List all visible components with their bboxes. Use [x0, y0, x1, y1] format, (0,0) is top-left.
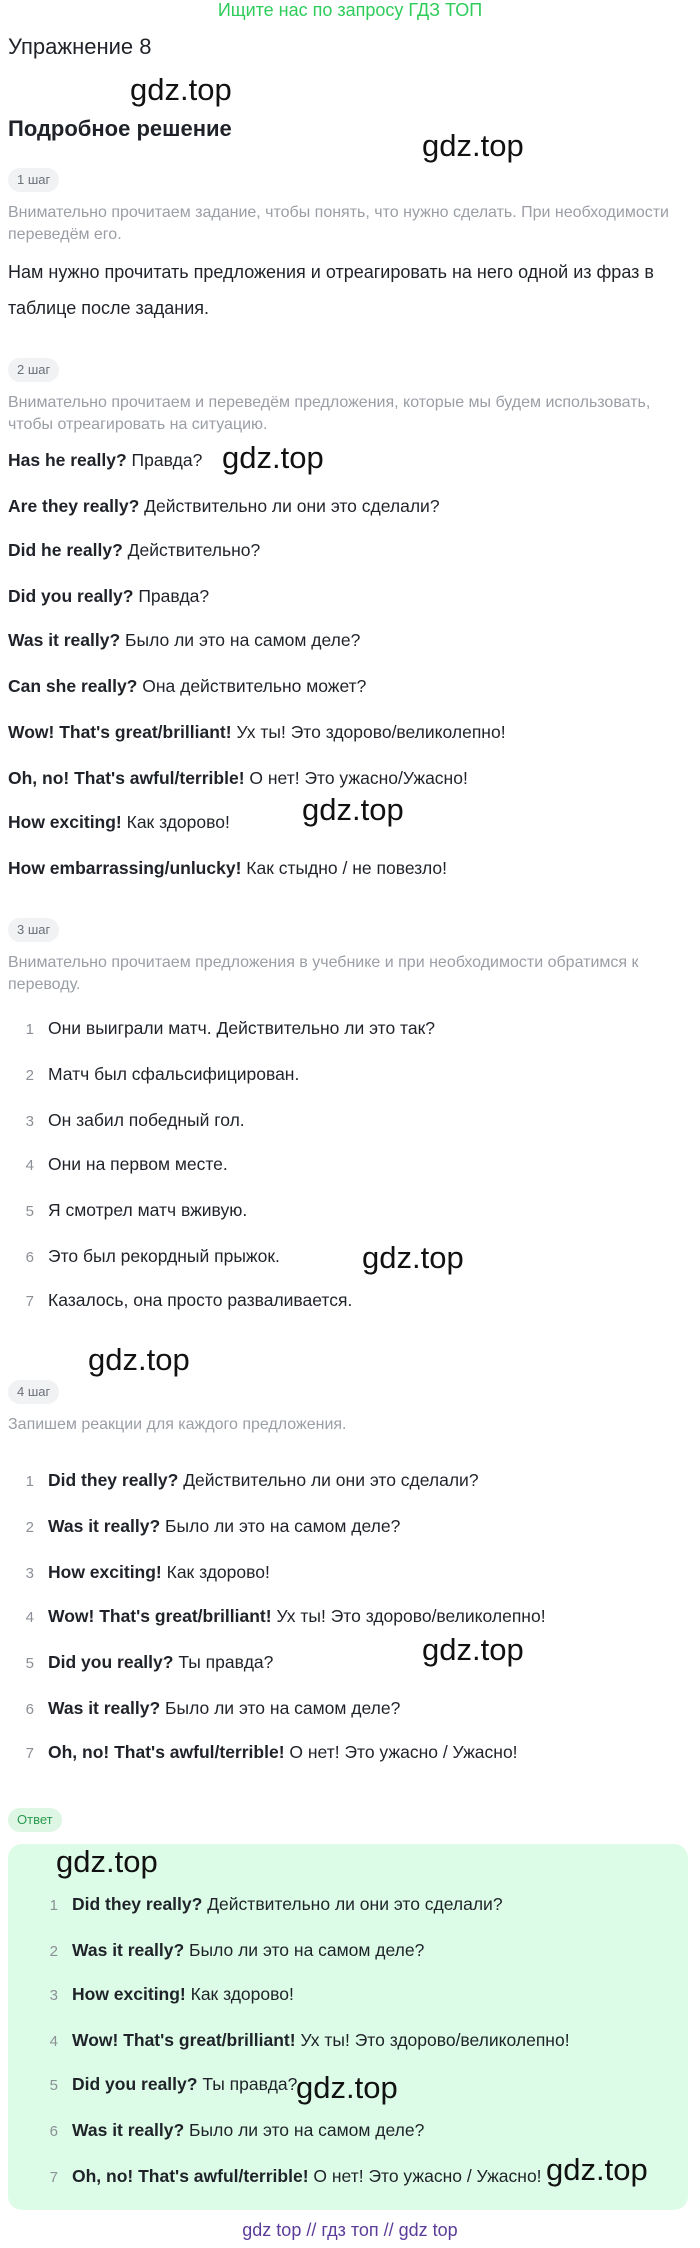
step-badge: 1 шаг [8, 168, 59, 192]
reaction-en: Wow! That's great/brilliant! [48, 1606, 272, 1626]
phrase-row [8, 766, 468, 790]
reaction-ru: Ты правда? [173, 1652, 274, 1672]
item-number: 6 [25, 1701, 34, 1718]
item-number: 6 [49, 2123, 58, 2140]
page-title: Упражнение 8 [8, 34, 152, 59]
item-text [72, 1940, 424, 1960]
watermark: gdz.top [362, 1240, 464, 1275]
reaction-ru: Ты правда? [197, 2074, 298, 2094]
item-text: Я смотрел матч вживую. [48, 1200, 248, 1220]
list-item [14, 1108, 245, 1134]
list-item [38, 1892, 503, 1918]
item-number: 7 [49, 2169, 58, 2186]
item-text [48, 1698, 400, 1718]
list-item [14, 1152, 228, 1178]
list-item [38, 2118, 424, 2144]
reaction-en: How exciting! [48, 1562, 162, 1582]
phrase-en: Did you really? [8, 586, 134, 606]
item-number: 5 [25, 1655, 34, 1672]
reaction-en: Was it really? [48, 1698, 161, 1718]
list-item [14, 1604, 546, 1630]
item-text: Казалось, она просто разваливается. [48, 1290, 353, 1310]
list-item [38, 1938, 424, 1964]
item-text [72, 1984, 294, 2004]
step-note: Внимательно прочитаем предложения в учебнике и при необходимости обратимся к переводу. [8, 954, 639, 993]
step-badge: 2 шаг [8, 358, 59, 382]
reaction-en: Was it really? [72, 1940, 185, 1960]
phrase-row [8, 628, 360, 652]
list-item [14, 1560, 270, 1586]
phrase-en: Wow! That's great/brilliant! [8, 722, 232, 742]
item-text: Это был рекордный прыжок. [48, 1246, 280, 1266]
watermark: gdz.top [222, 440, 324, 475]
phrase-ru: Как стыдно / не повезло! [241, 858, 447, 878]
reaction-en: Was it really? [48, 1516, 161, 1536]
item-text [72, 2030, 570, 2050]
reaction-ru: Как здорово! [161, 1562, 270, 1582]
phrase-ru: Действительно? [122, 540, 261, 560]
step-note: Внимательно прочитаем задание, чтобы понять, что нужно сделать. При необходимости переведём его. [8, 204, 669, 243]
item-number: 7 [25, 1745, 34, 1762]
step-note: Внимательно прочитаем и переведём предложения, которые мы будем использовать, чтобы отреагировать на ситуацию. [8, 394, 651, 433]
list-item [14, 1016, 435, 1042]
phrase-en: Can she really? [8, 676, 138, 696]
phrase-ru: Она действительно может? [137, 676, 367, 696]
reaction-ru: Действительно ли они это сделали? [178, 1470, 479, 1490]
reaction-en: How exciting! [72, 1984, 186, 2004]
reaction-en: Did you really? [48, 1652, 174, 1672]
phrase-en: How embarrassing/unlucky! [8, 858, 242, 878]
item-number: 2 [49, 1943, 58, 1960]
item-number: 4 [25, 1157, 34, 1174]
top-banner-link[interactable]: Ищите нас по запросу ГДЗ ТОП [217, 0, 483, 20]
phrase-ru: Было ли это на самом деле? [120, 630, 361, 650]
reaction-ru: Ух ты! Это здорово/великолепно! [295, 2030, 570, 2050]
reaction-en: Was it really? [72, 2120, 185, 2140]
item-text [48, 1742, 518, 1762]
watermark: gdz.top [56, 1844, 158, 1879]
list-item [38, 1982, 294, 2008]
reaction-ru: О нет! Это ужасно / Ужасно! [284, 1742, 518, 1762]
phrase-en: Was it really? [8, 630, 121, 650]
reaction-ru: Было ли это на самом деле? [160, 1698, 401, 1718]
reaction-ru: Ух ты! Это здорово/великолепно! [271, 1606, 546, 1626]
item-number: 2 [25, 1519, 34, 1536]
item-number: 1 [25, 1473, 34, 1490]
item-number: 4 [49, 2033, 58, 2050]
reaction-ru: Было ли это на самом деле? [184, 1940, 425, 1960]
watermark: gdz.top [422, 128, 524, 163]
list-item [14, 1468, 479, 1494]
phrase-row [8, 674, 366, 698]
item-text: Матч был сфальсифицирован. [48, 1064, 300, 1084]
phrase-row [8, 856, 447, 880]
reaction-ru: Было ли это на самом деле? [160, 1516, 401, 1536]
item-text [72, 2166, 542, 2186]
phrase-row [8, 720, 506, 744]
reaction-en: Did they really? [48, 1470, 179, 1490]
phrase-en: How exciting! [8, 812, 122, 832]
item-text [48, 1516, 400, 1536]
watermark: gdz.top [302, 792, 404, 827]
reaction-ru: О нет! Это ужасно / Ужасно! [308, 2166, 542, 2186]
item-number: 3 [25, 1113, 34, 1130]
step-text: Нам нужно прочитать предложения и отреагировать на него одной из фраз в таблице после задания. [8, 262, 654, 318]
item-number: 7 [25, 1293, 34, 1310]
watermark: gdz.top [296, 2070, 398, 2105]
item-text [48, 1562, 270, 1582]
phrase-en: Oh, no! That's awful/terrible! [8, 768, 245, 788]
item-number: 3 [25, 1565, 34, 1582]
list-item [14, 1062, 299, 1088]
item-number: 5 [49, 2077, 58, 2094]
list-item [38, 2028, 570, 2054]
reaction-en: Oh, no! That's awful/terrible! [48, 1742, 285, 1762]
step-badge: 4 шаг [8, 1380, 59, 1404]
reaction-en: Wow! That's great/brilliant! [72, 2030, 296, 2050]
item-text: Он забил победный гол. [48, 1110, 245, 1130]
phrase-en: Has he really? [8, 450, 127, 470]
reaction-en: Oh, no! That's awful/terrible! [72, 2166, 309, 2186]
reaction-en: Did they really? [72, 1894, 203, 1914]
phrase-ru: Действительно ли они это сделали? [139, 496, 440, 516]
item-number: 1 [49, 1897, 58, 1914]
list-item [14, 1650, 273, 1676]
answer-badge: Ответ [8, 1808, 62, 1832]
list-item [14, 1288, 352, 1314]
list-item [14, 1696, 400, 1722]
phrase-en: Did he really? [8, 540, 123, 560]
solution-heading: Подробное решение [8, 116, 232, 141]
list-item [38, 2164, 542, 2190]
reaction-en: Did you really? [72, 2074, 198, 2094]
item-text: Они на первом месте. [48, 1154, 228, 1174]
phrase-row [8, 810, 230, 834]
item-number: 2 [25, 1067, 34, 1084]
phrase-row [8, 584, 209, 608]
phrase-row [8, 538, 260, 562]
phrase-ru: Правда? [126, 450, 203, 470]
phrase-row [8, 494, 440, 518]
phrase-ru: Как здорово! [121, 812, 230, 832]
phrase-ru: Ух ты! Это здорово/великолепно! [231, 722, 506, 742]
footer-links[interactable]: gdz top // гдз топ // gdz top [242, 2220, 458, 2240]
item-text: Они выиграли матч. Действительно ли это так? [48, 1018, 435, 1038]
reaction-ru: Как здорово! [185, 1984, 294, 2004]
list-item [14, 1244, 280, 1270]
item-text [72, 1894, 503, 1914]
phrase-ru: О нет! Это ужасно/Ужасно! [244, 768, 468, 788]
item-number: 1 [25, 1021, 34, 1038]
item-text [72, 2074, 297, 2094]
item-text [48, 1606, 546, 1626]
phrase-ru: Правда? [133, 586, 210, 606]
step-badge: 3 шаг [8, 918, 59, 942]
phrase-en: Are they really? [8, 496, 140, 516]
item-text [72, 2120, 424, 2140]
list-item [14, 1198, 247, 1224]
list-item [14, 1514, 400, 1540]
watermark: gdz.top [422, 1632, 524, 1667]
list-item [38, 2072, 297, 2098]
list-item [14, 1740, 518, 1766]
item-text [48, 1470, 479, 1490]
phrase-row [8, 448, 202, 472]
watermark: gdz.top [546, 2152, 648, 2187]
item-text [48, 1652, 273, 1672]
reaction-ru: Было ли это на самом деле? [184, 2120, 425, 2140]
watermark: gdz.top [130, 72, 232, 107]
reaction-ru: Действительно ли они это сделали? [202, 1894, 503, 1914]
item-number: 6 [25, 1249, 34, 1266]
item-number: 5 [25, 1203, 34, 1220]
watermark: gdz.top [88, 1342, 190, 1377]
item-number: 4 [25, 1609, 34, 1626]
step-note: Запишем реакции для каждого предложения. [8, 1416, 347, 1433]
item-number: 3 [49, 1987, 58, 2004]
